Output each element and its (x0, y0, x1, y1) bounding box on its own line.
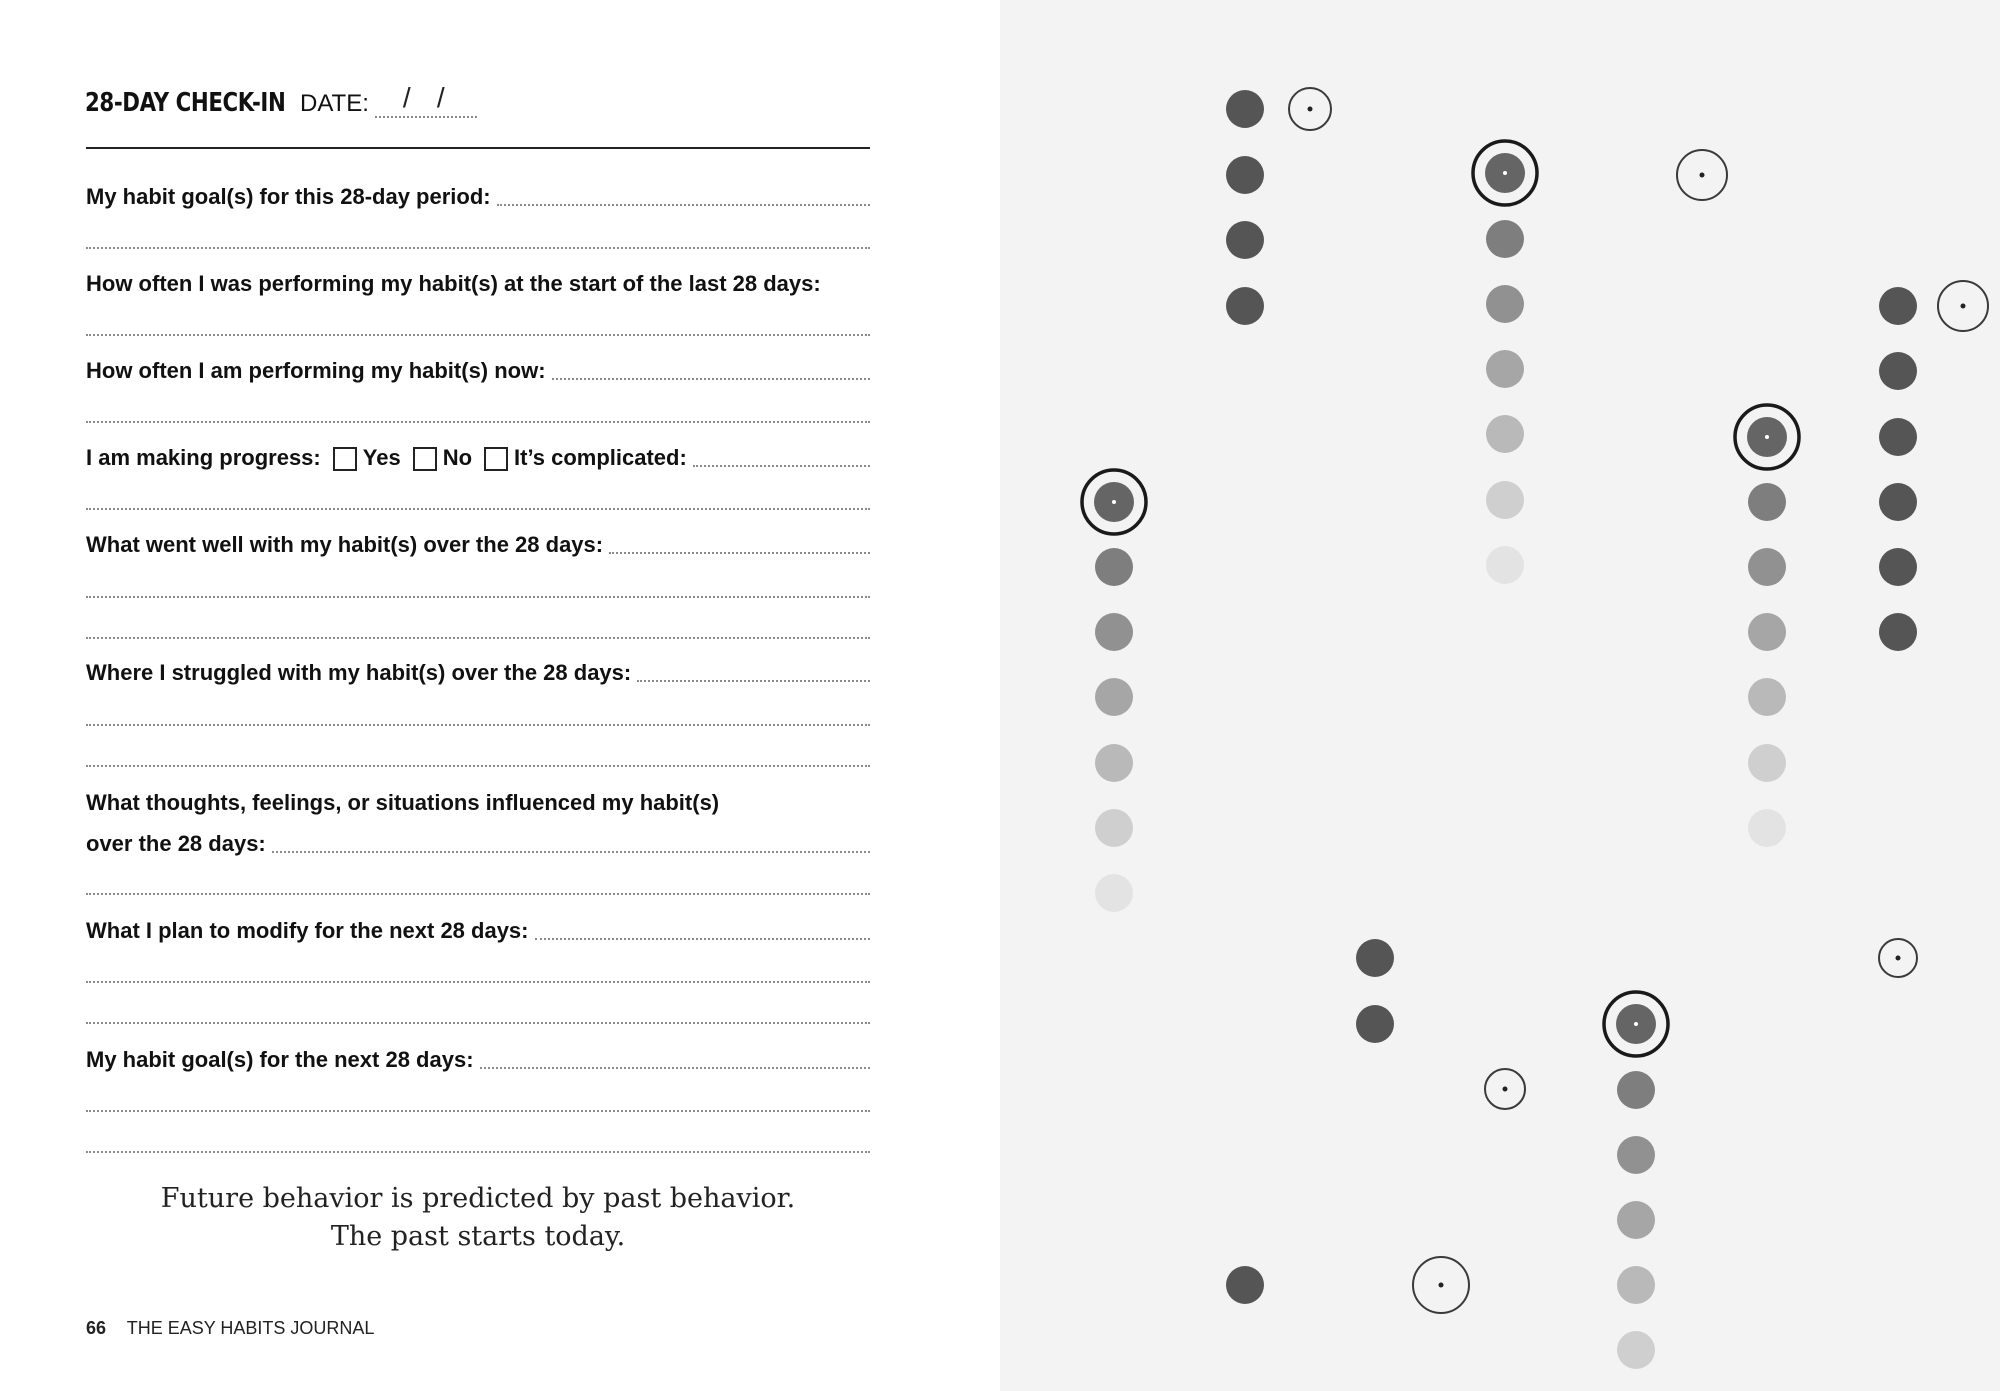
progress-option-no[interactable] (401, 445, 472, 471)
page-footer (86, 1318, 374, 1339)
answer-line[interactable] (86, 508, 870, 510)
open-ring (1677, 150, 1727, 200)
dot (1356, 1005, 1394, 1043)
answer-line[interactable] (86, 247, 870, 249)
open-ring (1879, 939, 1917, 977)
open-ring (1485, 1069, 1525, 1109)
progress-option-yes[interactable] (321, 445, 401, 471)
question-influences (86, 776, 870, 816)
dot (1095, 678, 1133, 716)
date-separator: / (436, 82, 445, 113)
answer-line[interactable] (86, 421, 870, 423)
dot (1617, 1201, 1655, 1239)
dot (1748, 744, 1786, 782)
dot (1879, 352, 1917, 390)
question-label: over the 28 days: (86, 831, 266, 856)
answer-line[interactable] (86, 1110, 870, 1112)
question-progress (86, 431, 870, 471)
closing-quote (86, 1180, 870, 1256)
header-divider (86, 147, 870, 149)
yes-checkbox[interactable] (333, 447, 357, 471)
answer-line[interactable] (86, 637, 870, 639)
dot (1486, 350, 1524, 388)
question-goal-current (86, 170, 870, 210)
dot (1617, 1071, 1655, 1109)
date-separator: / (402, 82, 411, 113)
page-number: 66 (86, 1318, 107, 1338)
dot (1486, 481, 1524, 519)
dot (1356, 939, 1394, 977)
answer-line[interactable] (86, 1151, 870, 1153)
question-label: How often I was performing my habit(s) at the start of the last 28 days: (86, 271, 821, 296)
open-ring (1289, 88, 1331, 130)
dot (1486, 546, 1524, 584)
question-now-frequency (86, 344, 870, 384)
ring-marker (1735, 405, 1799, 469)
dot (1095, 874, 1133, 912)
dot (1095, 548, 1133, 586)
dot (1486, 285, 1524, 323)
dot (1879, 287, 1917, 325)
dot (1095, 809, 1133, 847)
date-label: DATE: (300, 90, 369, 117)
dot (1095, 613, 1133, 651)
dot-pattern-art (1000, 0, 2000, 1391)
question-label: What thoughts, feelings, or situations influenced my habit(s) (86, 790, 720, 815)
answer-line[interactable] (86, 893, 870, 895)
dot (1879, 483, 1917, 521)
question-modify (86, 904, 870, 944)
book-title: THE EASY HABITS JOURNAL (126, 1318, 375, 1338)
answer-line[interactable] (552, 378, 870, 380)
question-label: What went well with my habit(s) over the 28 days: (86, 532, 604, 557)
dot (1226, 287, 1264, 325)
answer-line[interactable] (272, 851, 870, 853)
answer-line[interactable] (86, 724, 870, 726)
question-start-frequency (86, 257, 870, 297)
answer-line[interactable] (497, 204, 870, 206)
question-label: My habit goal(s) for the next 28 days: (86, 1047, 474, 1072)
dot (1095, 744, 1133, 782)
ring-marker (1082, 470, 1146, 534)
question-label: I am making progress: (86, 445, 321, 470)
dot (1617, 1136, 1655, 1174)
question-went-well (86, 518, 870, 558)
question-label: Where I struggled with my habit(s) over the 28 days: (86, 660, 632, 685)
decorative-dot-page (1000, 0, 2000, 1391)
question-struggled (86, 646, 870, 686)
dot (1226, 221, 1264, 259)
answer-line[interactable] (693, 465, 870, 467)
open-ring (1938, 281, 1988, 331)
dot (1748, 613, 1786, 651)
answer-line[interactable] (86, 765, 870, 767)
option-label: Yes (362, 445, 401, 470)
dot (1226, 156, 1264, 194)
page-title: 28-DAY CHECK-IN (85, 88, 286, 118)
question-label: My habit goal(s) for this 28-day period: (86, 184, 491, 209)
ring-marker (1604, 992, 1668, 1056)
check-in-header (85, 74, 477, 118)
dot (1226, 1266, 1264, 1304)
answer-line[interactable] (535, 938, 871, 940)
answer-line[interactable] (609, 552, 870, 554)
quote-line: Future behavior is predicted by past behavior. (160, 1183, 796, 1214)
dot (1486, 220, 1524, 258)
dot (1879, 548, 1917, 586)
question-label: What I plan to modify for the next 28 days: (86, 918, 529, 943)
open-ring (1413, 1257, 1469, 1313)
answer-line[interactable] (86, 596, 870, 598)
option-label: No (442, 445, 473, 470)
progress-option-complicated[interactable] (472, 445, 687, 471)
dot (1748, 809, 1786, 847)
answer-line[interactable] (637, 680, 870, 682)
dot (1617, 1331, 1655, 1369)
quote-line: The past starts today. (330, 1221, 626, 1252)
dot (1617, 1266, 1655, 1304)
dot (1879, 418, 1917, 456)
answer-line[interactable] (86, 1022, 870, 1024)
answer-line[interactable] (86, 981, 870, 983)
dot (1226, 90, 1264, 128)
complicated-checkbox[interactable] (484, 447, 508, 471)
ring-marker (1473, 141, 1537, 205)
dot (1879, 613, 1917, 651)
dot (1748, 678, 1786, 716)
dot (1748, 483, 1786, 521)
answer-line[interactable] (480, 1067, 870, 1069)
option-label: It’s complicated: (514, 445, 687, 470)
date-field[interactable] (375, 82, 477, 118)
question-label: How often I am performing my habit(s) now: (86, 358, 546, 383)
answer-line[interactable] (86, 334, 870, 336)
question-goal-next (86, 1033, 870, 1073)
dot (1486, 415, 1524, 453)
no-checkbox[interactable] (413, 447, 437, 471)
dot (1748, 548, 1786, 586)
question-influences-cont (86, 817, 870, 857)
